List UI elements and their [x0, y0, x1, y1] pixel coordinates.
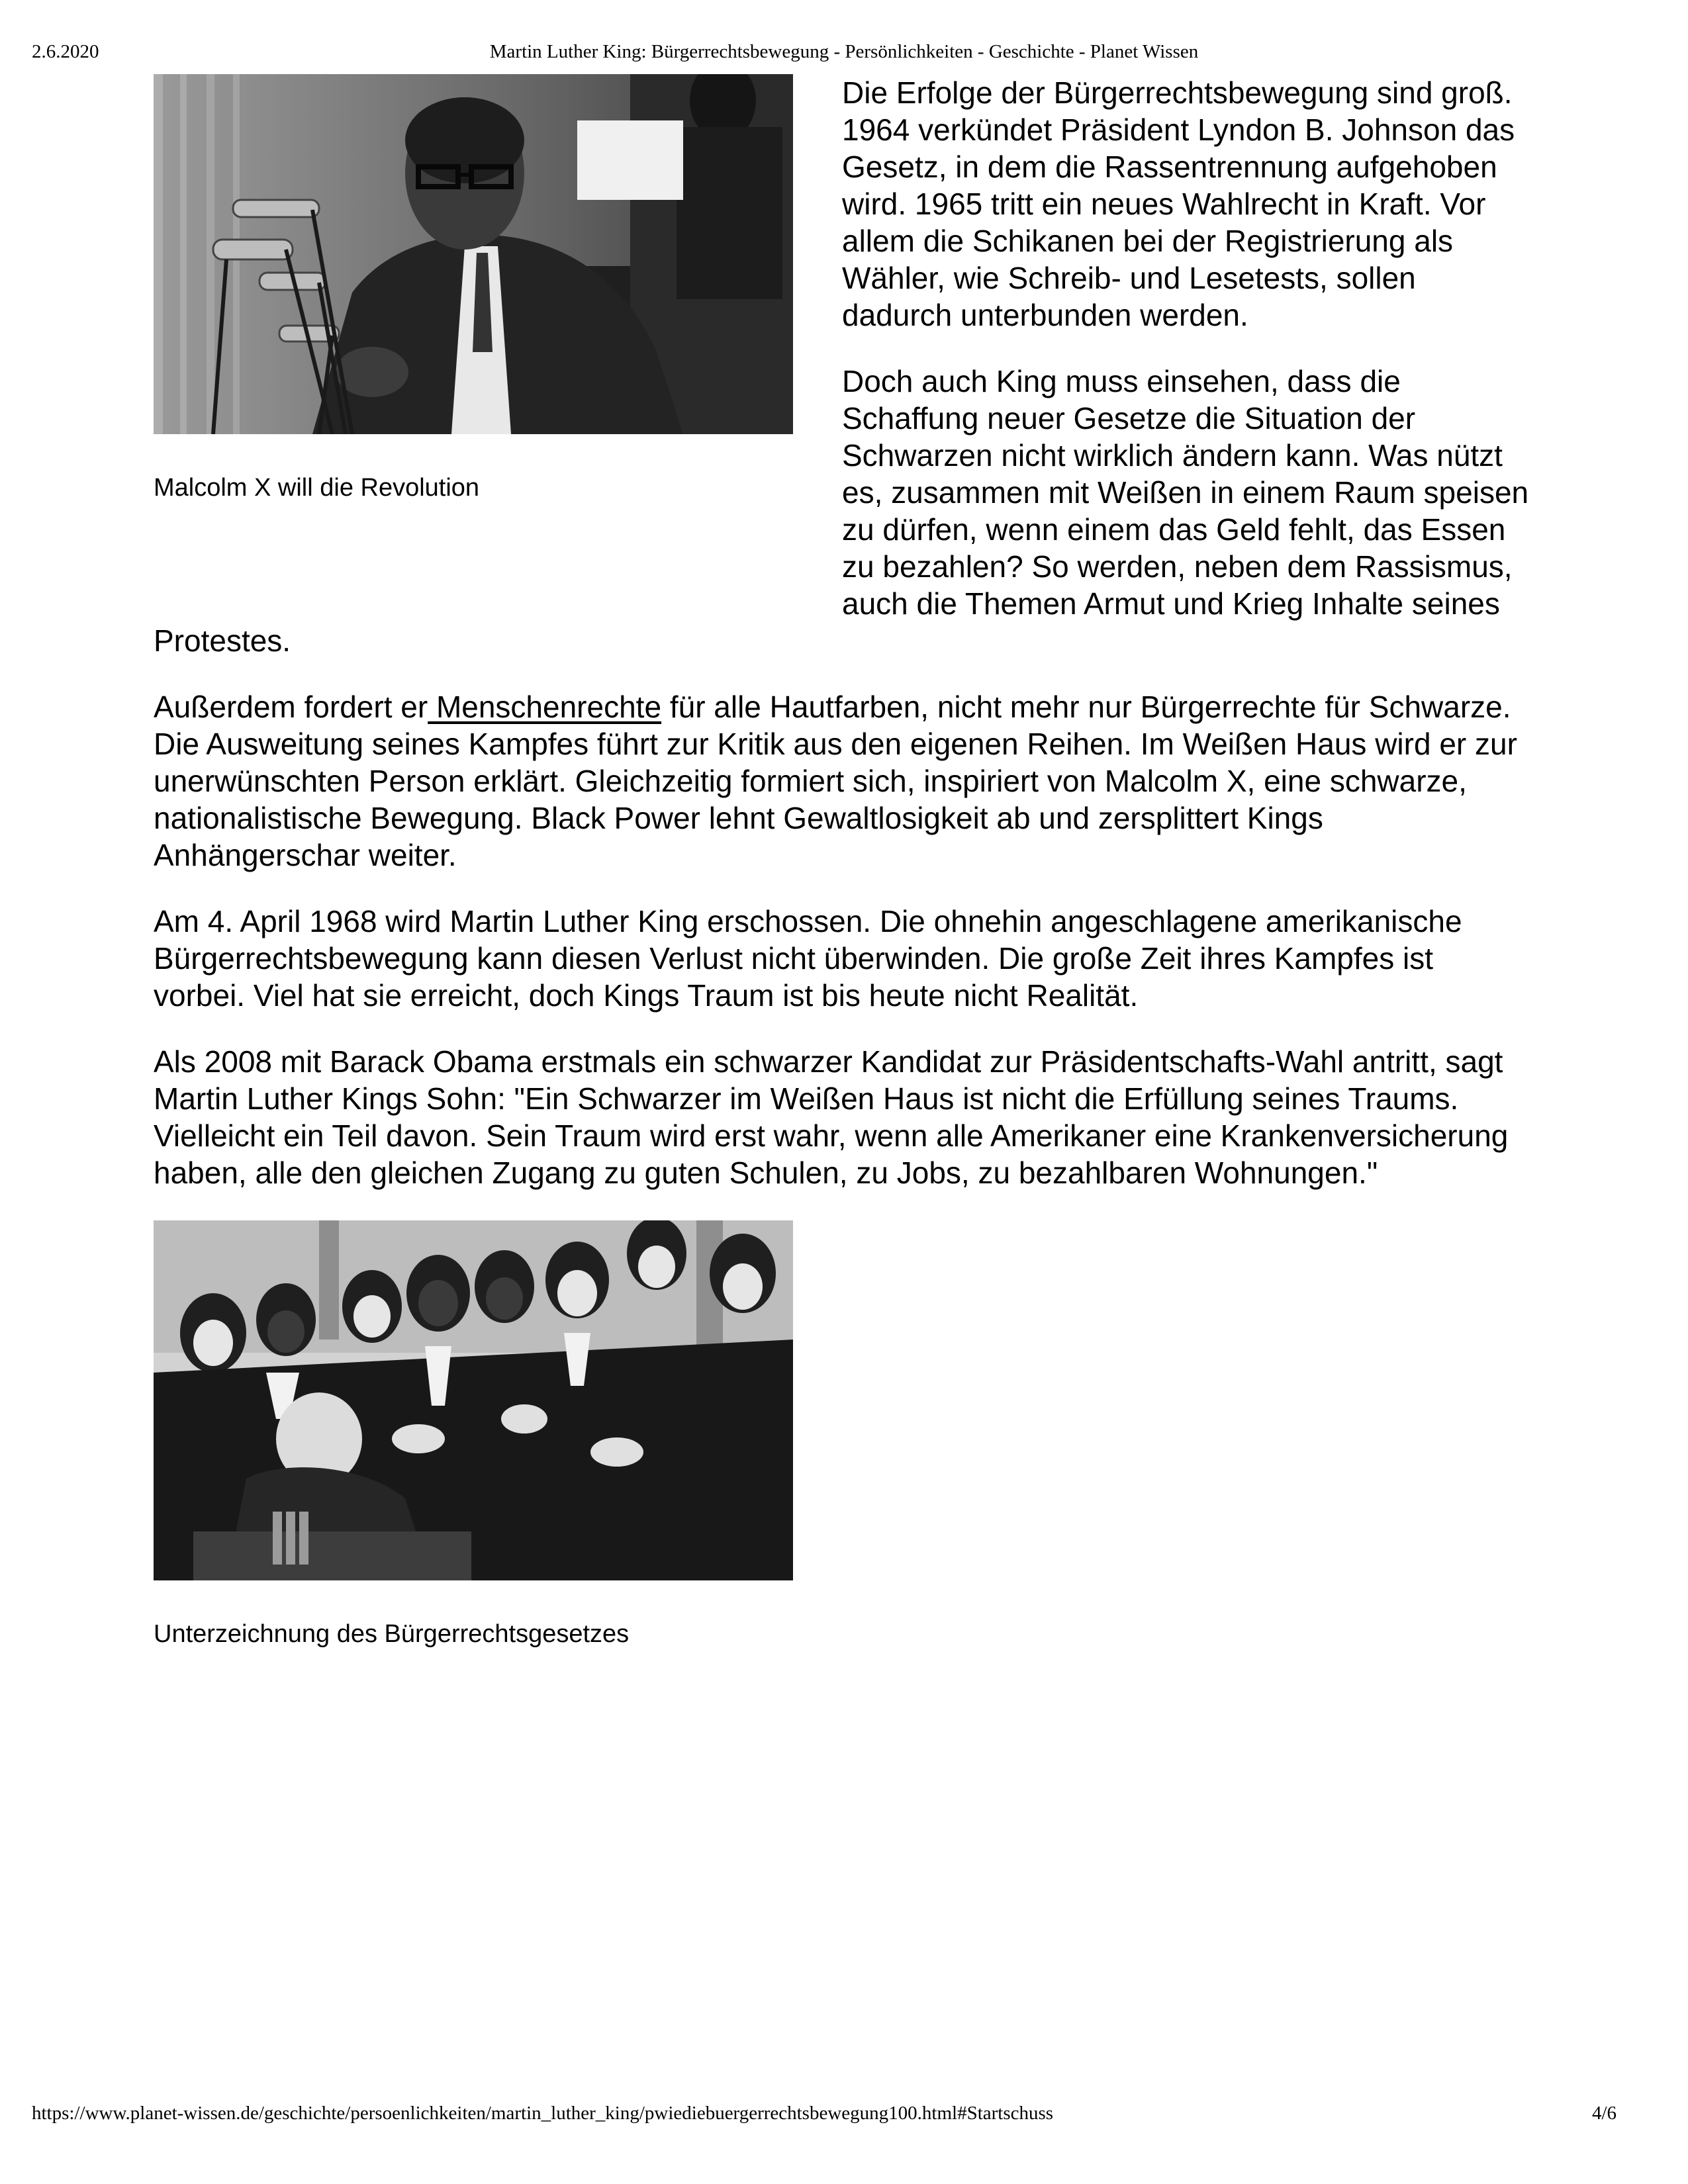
menschenrechte-link[interactable]: Menschenrechte: [428, 690, 662, 724]
page-url: https://www.planet-wissen.de/geschichte/persoenlichkeiten/martin_luther_king/pwiediebuergerrechtsbewegung100.html#Startschuss: [32, 2103, 1054, 2124]
paragraph-5: Als 2008 mit Barack Obama erstmals ein schwarzer Kandidat zur Präsidentschafts-Wahl antritt, sagt Martin Luther Kings Sohn: "Ein Schwarzer im Weißen Haus ist nicht die Erfüllung seines Traums. Vielleicht ein Teil davon. Sein Traum wird erst wahr, wenn alle Amerikaner eine Krankenversicherung haben, alle den gleichen Zugang zu guten Schulen, zu Jobs, zu bezahlbaren Wohnungen.": [154, 1044, 1509, 1190]
print-header: [0, 41, 1688, 68]
photo-malcolm-x-icon: [154, 74, 793, 434]
civil-rights-signing-photo: [154, 1220, 793, 1580]
page-number: 4/6: [1591, 2103, 1617, 2124]
paragraph-3-text-end: für alle Hautfarben, nicht mehr nur Bürgerrechte für Schwarze. Die Ausweitung seines Kampfes führt zur Kritik aus den eigenen Reihen. Im Weißen Haus wird er zur unerwünschten Person erklärt. Gleichzeitig formiert sich, inspiriert von Malcolm X, eine schwarze, nationalistische Bewegung. Black Power lehnt Gewaltlosigkeit ab und zersplittert Kings Anhängerschar weiter.: [154, 690, 1517, 872]
figure-malcolm-x: [154, 74, 842, 604]
paragraph-2: Doch auch King muss einsehen, dass die Schaffung neuer Gesetze die Situation der Schwarzen nicht wirklich ändern kann. Was nützt es, zusammen mit Weißen in einem Raum speisen zu dürfen, wenn einem das Geld fehlt, das Essen zu bezahlen? So werden, neben dem Rassismus, auch die Themen Armut und Krieg Inhalte seines Protestes.: [154, 364, 1529, 658]
article-body: [154, 74, 1530, 1649]
figure-caption-civil-rights-act: Unterzeichnung des Bürgerrechtsgesetzes: [154, 1620, 630, 1648]
malcolm-x-photo: [154, 74, 793, 434]
figure-civil-rights-act: [154, 1220, 1530, 1649]
print-footer: [0, 2103, 1688, 2129]
paragraph-1: Die Erfolge der Bürgerrechtsbewegung sind groß. 1964 verkündet Präsident Lyndon B. Johnson das Gesetz, in dem die Rassentrennung aufgehoben wird. 1965 tritt ein neues Wahlrecht in Kraft. Vor allem die Schikanen bei der Registrierung als Wähler, wie Schreib- und Lesetests, sollen dadurch unterbunden werden.: [842, 75, 1515, 332]
page-title: Martin Luther King: Bürgerrechtsbewegung - Persönlichkeiten - Geschichte - Planet Wissen: [489, 41, 1199, 62]
paragraph-3: [154, 688, 1530, 874]
photo-civil-rights-act-signing-icon: [154, 1220, 793, 1580]
print-date: 2.6.2020: [32, 41, 99, 62]
paragraph-4: Am 4. April 1968 wird Martin Luther King erschossen. Die ohnehin angeschlagene amerikanische Bürgerrechtsbewegung kann diesen Verlust nicht überwinden. Die große Zeit ihres Kampfes ist vorbei. Viel hat sie erreicht, doch Kings Traum ist bis heute nicht Realität.: [154, 904, 1462, 1013]
paragraph-3-text-start: Außerdem fordert er: [154, 690, 428, 724]
figure-caption-malcolm-x: Malcolm X will die Revolution: [154, 474, 480, 502]
